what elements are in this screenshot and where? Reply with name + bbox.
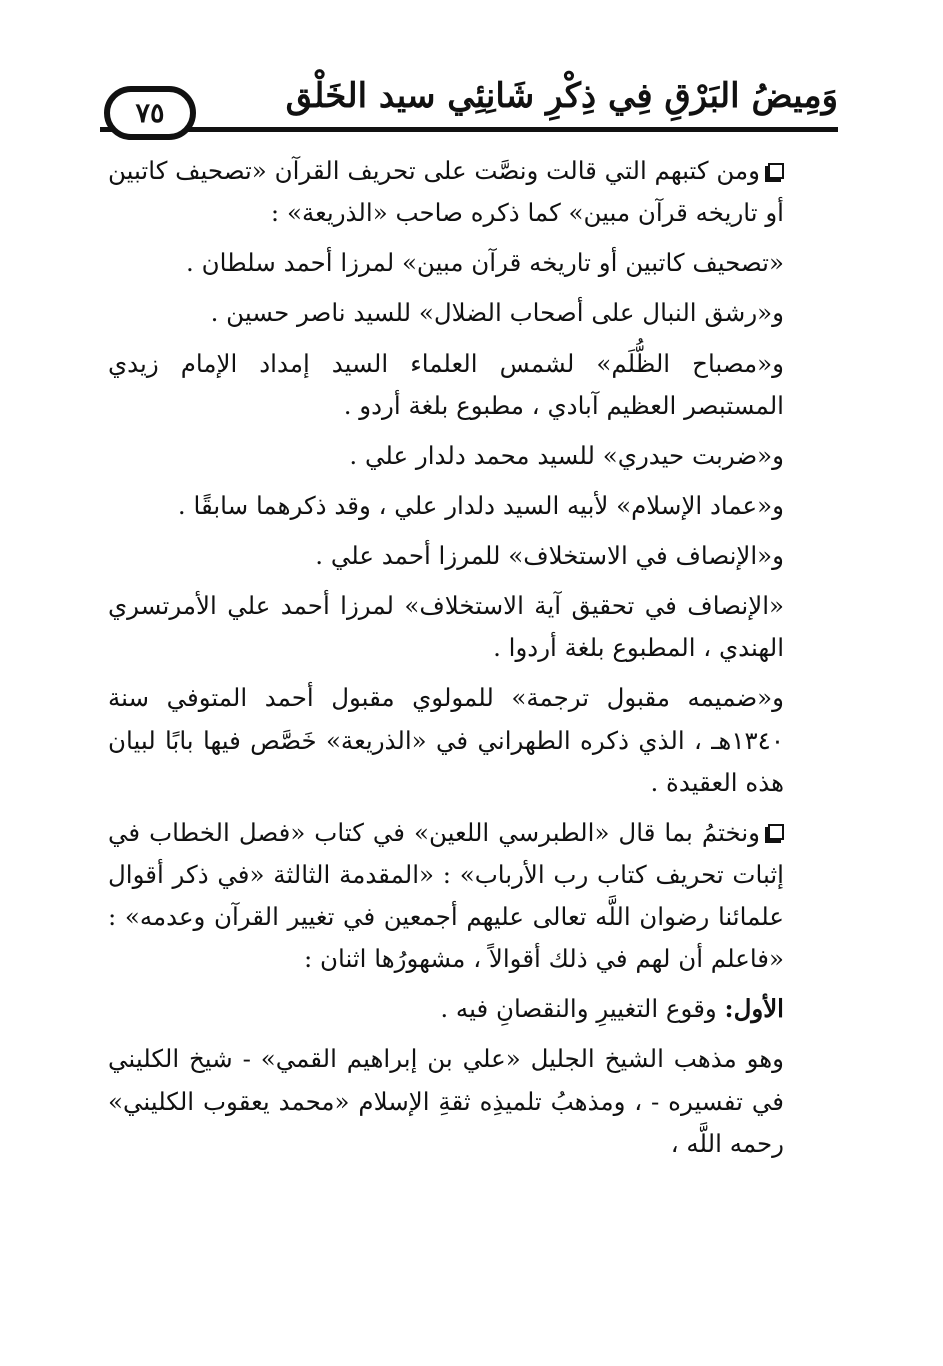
paragraph-5 <box>108 435 840 477</box>
paragraph-text: ونختمُ بما قال «الطبرسي اللعين» في كتاب «فصل الخطاب في إثبات تحريف كتاب رب الأرباب» : «المقدمة الثالثة «في ذكر أقوال علمائنا رضوان اللَّه تعالى عليهم أجمعين في تغيير القرآن وعدمه» : «فاعلم أن لهم في ذلك أقوالاً ، مشهورُها اثنان : <box>108 817 784 974</box>
page-number: ٧٥ <box>135 97 165 129</box>
paragraph-text: و«عماد الإسلام» لأبيه السيد دلدار علي ، وقد ذكرهما سابقًا . <box>177 490 784 520</box>
page-header <box>100 72 838 134</box>
header-rule <box>100 127 838 132</box>
paragraph-text: ومن كتبهم التي قالت ونصَّت على تحريف القرآن «تصحيف كاتبين أو تاريخه قرآن مبين» كما ذكره صاحب «الذريعة» : <box>108 156 784 228</box>
paragraph-7 <box>108 535 840 577</box>
paragraph-4 <box>108 343 840 427</box>
paragraph-text: وقوع التغييرِ والنقصانِ فيه . <box>440 994 725 1024</box>
paragraph-6 <box>108 485 840 527</box>
paragraph-11 <box>108 988 840 1030</box>
paragraph-text: و«ضربت حيدري» للسيد محمد دلدار علي . <box>349 440 784 470</box>
paragraph-text: «تصحيف كاتبين أو تاريخه قرآن مبين» لمرزا أحمد سلطان . <box>186 248 784 278</box>
paragraph-text: و«ضميمه مقبول ترجمة» للمولوي مقبول أحمد المتوفي سنة ١٣٤٠هـ ، الذي ذكره الطهراني في «الذريعة» خَصَّص فيها بابًا لبيان هذه العقيدة . <box>108 683 784 797</box>
body-text <box>108 150 840 1173</box>
paragraph-text: وهو مذهب الشيخ الجليل «علي بن إبراهيم القمي» - شيخ الكليني في تفسيره - ، ومذهبُ تلميذِه ثقةِ الإسلام «محمد يعقوب الكليني» رحمه اللَّه ، <box>108 1044 784 1158</box>
paragraph-3 <box>108 292 840 334</box>
running-title: وَمِيضُ البَرْقِ فِي ذِكْرِ شَانِئِي سيد الخَلْق <box>285 76 838 116</box>
paragraph-text: و«مصباح الظُّلَم» لشمس العلماء السيد إمداد الإمام زيدي المستبصر العظيم آبادي ، مطبوع بلغة أردو . <box>108 348 784 420</box>
paragraph-text: «الإنصاف في تحقيق آية الاستخلاف» لمرزا أحمد علي الأمرتسري الهندي ، المطبوع بلغة أردوا . <box>108 591 784 663</box>
paragraph-text: و«رشق النبال على أصحاب الضلال» للسيد ناصر حسين . <box>210 298 784 328</box>
paragraph-text: و«الإنصاف في الاستخلاف» للمرزا أحمد علي . <box>315 541 784 570</box>
paragraph-2 <box>108 242 840 284</box>
paragraph-1 <box>108 150 840 234</box>
square-bullet-icon <box>768 824 784 840</box>
paragraph-12 <box>108 1038 840 1164</box>
page-number-badge <box>104 86 196 140</box>
square-bullet-icon <box>768 163 784 179</box>
paragraph-lead: الأول: <box>724 994 784 1024</box>
paragraph-10 <box>108 812 840 981</box>
paragraph-9 <box>108 677 840 803</box>
paragraph-8 <box>108 585 840 669</box>
